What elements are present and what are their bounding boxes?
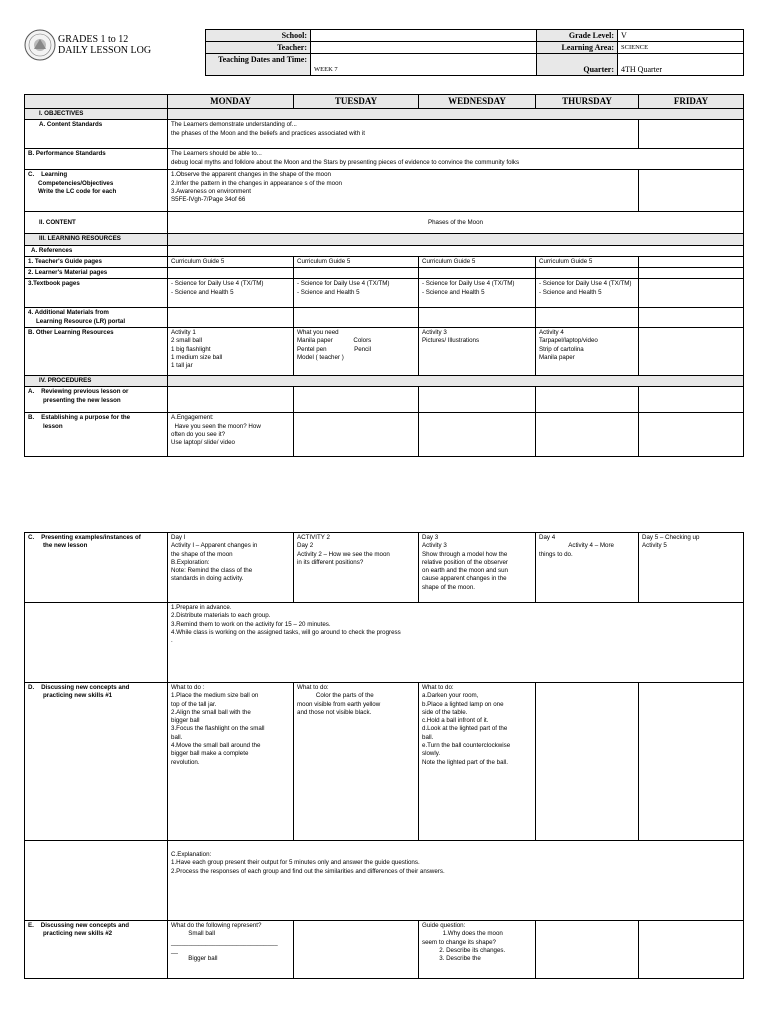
reviewing-lesson-friday[interactable] [639, 387, 744, 413]
text-line: Day 5 – Checking up [642, 534, 700, 541]
explanation-text[interactable] [168, 841, 744, 921]
text-line: debug local myths and folklore about the Moon and the Stars by presenting pieces of evidence to convince the community folks [171, 158, 520, 166]
text-line: d.Look at the lighted part of the [422, 725, 508, 733]
learners-material-monday[interactable] [168, 268, 294, 279]
title-line-2: DAILY LESSON LOG [58, 45, 152, 56]
other-resources-monday[interactable] [168, 328, 294, 376]
label-line: practicing new skills #1 [43, 692, 113, 700]
discussing-concepts-1-label [25, 683, 168, 841]
textbook-pages-tuesday[interactable] [294, 279, 419, 308]
text-line: - Science for Daily Use 4 (TX/TM) [171, 280, 264, 288]
text-line: What to do : [171, 684, 205, 691]
presenting-examples-label [25, 533, 168, 603]
other-resources-friday[interactable] [639, 328, 744, 376]
reviewing-lesson-thursday[interactable] [536, 387, 639, 413]
day-header-wednesday: WEDNESDAY [419, 95, 536, 109]
content-standards-text[interactable] [168, 120, 639, 149]
performance-standards-text[interactable] [168, 149, 744, 170]
deped-seal [24, 29, 56, 66]
text-line: Activity 4 [539, 329, 564, 337]
text-line: ACTIVITY 2 [297, 534, 330, 541]
text-line: Note the lighted part of the ball. [422, 758, 508, 766]
additional-materials-monday[interactable] [168, 308, 294, 328]
header-info-table [205, 29, 744, 76]
presenting-examples-monday[interactable] [168, 533, 294, 603]
grade-level-label: Grade Level: [537, 30, 618, 42]
text-line: - Science and Health 5 [422, 288, 485, 296]
discussing-concepts-2-monday[interactable] [168, 921, 294, 979]
text-line: Activity 5 [642, 542, 667, 550]
label-line: practicing new skills #2 [43, 930, 113, 938]
label-line: C. Learning [28, 171, 68, 179]
textbook-pages-thursday[interactable] [536, 279, 639, 308]
school-field[interactable] [311, 30, 537, 42]
text-line: 2.Distribute materials to each group. [171, 612, 271, 620]
day-header-tuesday: TUESDAY [294, 95, 419, 109]
text-line: things to do. [539, 550, 573, 558]
text-line: . [171, 637, 173, 645]
text-line: Activity 3 [422, 329, 447, 337]
text-line: side of the table. [422, 708, 468, 716]
text-line: a.Darken your room, [422, 692, 479, 700]
text-line: ball. [171, 733, 183, 741]
learning-resources-heading-fill [168, 234, 744, 245]
content-standards-label: A. Content Standards [25, 120, 168, 149]
teachers-guide-friday[interactable] [639, 256, 744, 267]
text-line: 1.Why does the moon [422, 930, 503, 938]
grade-level-field[interactable]: V [618, 30, 744, 42]
learning-competencies-label [25, 170, 168, 212]
teachers-guide-label: 1. Teacher's Guide pages [25, 256, 168, 267]
discussing-concepts-2-friday[interactable] [639, 921, 744, 979]
additional-materials-friday[interactable] [639, 308, 744, 328]
textbook-pages-friday[interactable] [639, 279, 744, 308]
quarter-field[interactable]: 4TH Quarter [618, 54, 744, 76]
teachers-guide-wednesday[interactable]: Curriculum Guide 5 [419, 256, 536, 267]
day-header-blank [25, 95, 168, 109]
discussing-concepts-1-thursday[interactable] [536, 683, 639, 841]
text-line: 2.Align the small ball with the [171, 708, 251, 716]
text-line: and those not visible black. [297, 708, 372, 716]
text-line: on earth and the moon and sun [422, 567, 509, 575]
text-line: Color the parts of the [297, 692, 374, 700]
label-line: the new lesson [43, 542, 88, 550]
text-line: ball. [422, 733, 434, 741]
text-line: the shape of the moon [171, 550, 233, 558]
text-line: Activity 4 – More [539, 542, 614, 550]
text-line: Day I [171, 534, 186, 541]
text-line: slowly. [422, 750, 441, 758]
text-line: 1.Prepare in advance. [171, 604, 232, 611]
text-line: Manila paper [539, 353, 575, 361]
text-line: Use laptop/ slide/ video [171, 439, 235, 447]
text-line: Day 4 [539, 534, 556, 541]
text-line: What to do: [422, 684, 454, 691]
discussing-concepts-2-tuesday[interactable] [294, 921, 419, 979]
day-header-monday: MONDAY [168, 95, 294, 109]
learners-material-tuesday[interactable] [294, 268, 419, 279]
label-line: presenting the new lesson [43, 396, 121, 404]
discussing-concepts-1-friday[interactable] [639, 683, 744, 841]
text-line: 2. Describe its changes. [422, 946, 506, 954]
additional-materials-thursday[interactable] [536, 308, 639, 328]
teachers-guide-thursday[interactable]: Curriculum Guide 5 [536, 256, 639, 267]
procedures-heading: IV. PROCEDURES [25, 376, 168, 387]
lesson-log-table-page1 [24, 94, 744, 457]
discussing-concepts-2-label [25, 921, 168, 979]
text-line: C.Explanation: [171, 851, 212, 858]
seal-icon [24, 29, 56, 61]
quarter-label: Quarter: [537, 54, 618, 76]
text-line: Activity 1 [171, 329, 196, 337]
label-line: A. Reviewing previous lesson or [28, 388, 129, 396]
establishing-purpose-wednesday[interactable] [419, 413, 536, 457]
text-line: 1.Have each group present their output for 5 minutes only and answer the guide questions. [171, 859, 420, 867]
text-line: 1 medium size ball [171, 353, 223, 361]
additional-materials-label [25, 308, 168, 328]
textbook-pages-wednesday[interactable] [419, 279, 536, 308]
learning-competencies-friday[interactable] [639, 170, 744, 212]
textbook-pages-label: 3.Textbook pages [25, 279, 168, 308]
text-line: shape of the moon. [422, 583, 475, 591]
text-line: cause apparent changes in the [422, 575, 507, 583]
text-line: 1 big flashlight [171, 345, 211, 353]
text-line: 2 small ball [171, 337, 202, 345]
additional-materials-tuesday[interactable] [294, 308, 419, 328]
text-line: 1.Place the medium size ball on [171, 692, 259, 700]
other-resources-label: B. Other Learning Resources [25, 328, 168, 376]
text-line: Model ( teacher ) [297, 353, 344, 361]
teacher-field[interactable] [311, 42, 537, 54]
label-line: lesson [43, 422, 63, 430]
text-line: Activity 2 – How we see the moon [297, 550, 390, 558]
text-line: 3.Awareness on environment [171, 187, 252, 195]
text-line: the phases of the Moon and the beliefs and practices associated with it [171, 129, 365, 137]
other-resources-tuesday[interactable] [294, 328, 419, 376]
text-line: Note: Remind the class of the [171, 567, 253, 575]
establishing-purpose-friday[interactable] [639, 413, 744, 457]
presenting-examples-thursday[interactable] [536, 533, 639, 603]
reviewing-lesson-monday[interactable] [168, 387, 294, 413]
learning-resources-heading: III. LEARNING RESOURCES [25, 234, 168, 245]
text-line: Manila paper Colors [297, 337, 372, 345]
textbook-pages-monday[interactable] [168, 279, 294, 308]
text-line: Activity 3 [422, 542, 447, 550]
text-line: bigger ball [171, 717, 200, 725]
discussing-concepts-1-label-cont [25, 841, 168, 921]
text-line: relative position of the observer [422, 558, 508, 566]
discussing-concepts-1-tuesday[interactable] [294, 683, 419, 841]
reviewing-lesson-label [25, 387, 168, 413]
reviewing-lesson-tuesday[interactable] [294, 387, 419, 413]
text-line: - Science and Health 5 [539, 288, 602, 296]
establishing-purpose-thursday[interactable] [536, 413, 639, 457]
presenting-examples-tuesday[interactable] [294, 533, 419, 603]
text-line: Day 2 [297, 542, 314, 550]
text-line: top of the tall jar. [171, 700, 217, 708]
teaching-dates-field[interactable]: WEEK 7 [311, 54, 537, 76]
text-line: Small ball [171, 930, 216, 938]
text-line: Have you seen the moon? How [171, 422, 261, 430]
text-line: - Science for Daily Use 4 (TX/TM) [422, 280, 515, 288]
text-line: A.Engagement: [171, 414, 214, 422]
label-line: B. Establishing a purpose for the [28, 414, 131, 422]
learning-competencies-text[interactable] [168, 170, 639, 212]
label-line: E. Discussing new concepts and [28, 922, 130, 929]
label-line: Write the LC code for each [38, 187, 117, 195]
text-line: 1.Observe the apparent changes in the shape of the moon [171, 171, 331, 179]
procedures-heading-fill [168, 376, 744, 387]
text-line: 3. Describe the [422, 955, 481, 963]
presenting-examples-steps[interactable] [168, 603, 744, 683]
reviewing-lesson-wednesday[interactable] [419, 387, 536, 413]
day-header-thursday: THURSDAY [536, 95, 639, 109]
learners-material-wednesday[interactable] [419, 268, 536, 279]
text-line: S5FE-IVgh-7/Page 34of 66 [171, 196, 246, 204]
text-line: Bigger ball [171, 955, 218, 963]
discussing-concepts-2-thursday[interactable] [536, 921, 639, 979]
teachers-guide-tuesday[interactable]: Curriculum Guide 5 [294, 256, 419, 267]
text-line: _______________________________ [171, 938, 278, 946]
label-line: Learning Resource (LR) portal [36, 317, 126, 325]
text-line: 3.Focus the flashlight on the small [171, 725, 265, 733]
performance-standards-label: B. Performance Standards [25, 149, 168, 170]
text-line: standards in doing activity. [171, 575, 244, 583]
establishing-purpose-tuesday[interactable] [294, 413, 419, 457]
learners-material-friday[interactable] [639, 268, 744, 279]
establishing-purpose-label [25, 413, 168, 457]
text-line: often do you see it? [171, 430, 226, 438]
log-title [58, 34, 151, 56]
text-line: 4.Move the small ball around the [171, 742, 261, 750]
text-line: What you need [297, 329, 339, 337]
text-line: - Science and Health 5 [171, 288, 234, 296]
text-line: in its different positions? [297, 558, 364, 566]
other-resources-thursday[interactable] [536, 328, 639, 376]
text-line: - Science and Health 5 [297, 288, 360, 296]
teacher-label: Teacher: [206, 42, 311, 54]
discussing-concepts-1-monday[interactable] [168, 683, 294, 841]
content-text[interactable]: Phases of the Moon [168, 212, 744, 234]
text-line: Activity I – Apparent changes in [171, 542, 258, 550]
text-line: seem to change its shape? [422, 938, 496, 946]
text-line: Strip of cartolina [539, 345, 584, 353]
establishing-purpose-monday[interactable] [168, 413, 294, 457]
additional-materials-wednesday[interactable] [419, 308, 536, 328]
content-standards-friday[interactable] [639, 120, 744, 149]
learners-material-thursday[interactable] [536, 268, 639, 279]
label-line: Competencies/Objectives [38, 179, 114, 187]
text-line: 2.Infer the pattern in the changes in appearance s of the moon [171, 179, 342, 187]
label-line: 4. Additional Materials from [28, 309, 109, 317]
text-line: Pictures/ Illustrations [422, 337, 480, 345]
text-line: bigger ball make a complete [171, 750, 249, 758]
school-label: School: [206, 30, 311, 42]
learning-area-field[interactable]: SCIENCE [618, 42, 744, 54]
text-line: revolution. [171, 758, 200, 766]
lesson-log-table-page2 [24, 532, 744, 979]
references-label: A. References [25, 245, 168, 256]
presenting-examples-label-cont [25, 603, 168, 683]
presenting-examples-friday[interactable] [639, 533, 744, 603]
content-label: II. CONTENT [25, 212, 168, 234]
objectives-heading: I. OBJECTIVES [25, 109, 168, 120]
text-line: B.Exploration: [171, 558, 210, 566]
text-line: 4.While class is working on the assigned tasks, will go around to check the progress [171, 628, 401, 636]
label-line: C. Presenting examples/instances of [28, 534, 141, 541]
text-line: The Learners should be able to... [171, 150, 262, 158]
presenting-examples-wednesday[interactable] [419, 533, 536, 603]
text-line: Tarpapel/laptop/video [539, 337, 598, 345]
text-line: c.Hold a ball infront of it. [422, 717, 489, 725]
text-line: What to do: [297, 684, 329, 691]
text-line: What do the following represent? [171, 922, 262, 929]
teaching-dates-label: Teaching Dates and Time: [206, 54, 311, 76]
text-line: Day 3 [422, 534, 439, 541]
text-line: b.Place a lighted lamp on one [422, 700, 504, 708]
text-line: 2.Process the responses of each group and find out the similarities and differences of their answers. [171, 867, 445, 875]
references-fill [168, 245, 744, 256]
text-line: Guide question: [422, 922, 466, 929]
other-resources-wednesday[interactable] [419, 328, 536, 376]
text-line: Show through a model how the [422, 550, 508, 558]
text-line: __ [171, 946, 178, 954]
text-line: moon visible from earth yellow [297, 700, 381, 708]
objectives-heading-fill [168, 109, 744, 120]
text-line: - Science for Daily Use 4 (TX/TM) [539, 280, 632, 288]
day-header-friday: FRIDAY [639, 95, 744, 109]
discussing-concepts-2-wednesday[interactable] [419, 921, 536, 979]
discussing-concepts-1-wednesday[interactable] [419, 683, 536, 841]
learning-area-label: Learning Area: [537, 42, 618, 54]
text-line: 3.Remind them to work on the activity for 15 – 20 minutes. [171, 620, 331, 628]
label-line: D. Discussing new concepts and [28, 684, 130, 691]
text-line: 1 tall jar [171, 362, 193, 370]
text-line: e.Turn the ball counterclockwise [422, 742, 511, 750]
text-line: - Science for Daily Use 4 (TX/TM) [297, 280, 390, 288]
text-line: The Learners demonstrate understanding of... [171, 121, 297, 129]
teachers-guide-monday[interactable]: Curriculum Guide 5 [168, 256, 294, 267]
title-line-1: GRADES 1 to 12 [58, 34, 129, 45]
text-line: Pentel pen Pencil [297, 345, 371, 353]
learners-material-label: 2. Learner's Material pages [25, 268, 168, 279]
